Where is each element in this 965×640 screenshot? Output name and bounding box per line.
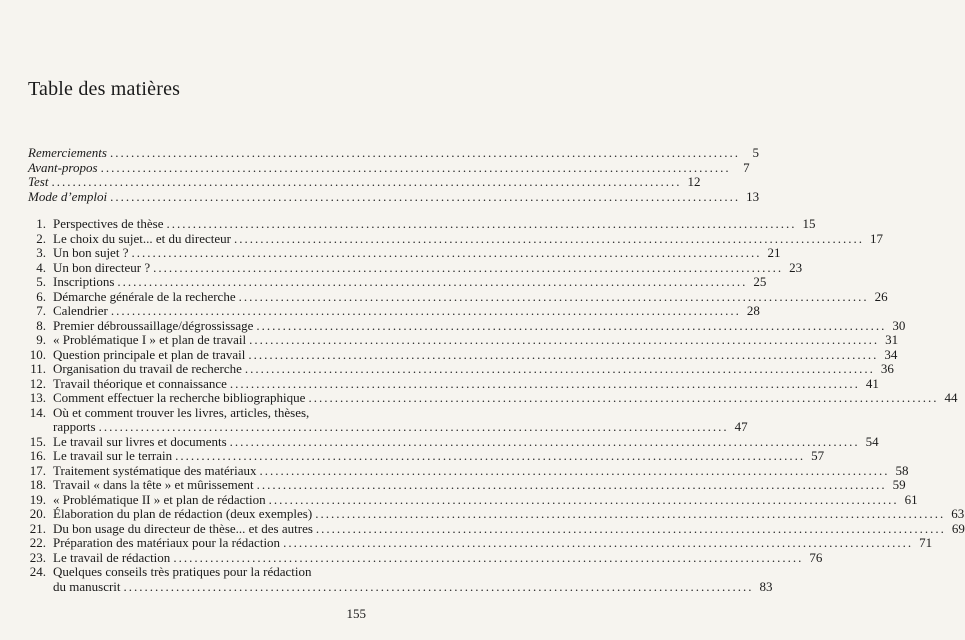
chapter-number: 16. xyxy=(29,448,46,463)
dot-leader xyxy=(315,507,945,522)
dot-leader xyxy=(153,261,783,276)
toc-entry xyxy=(28,491,918,508)
dot-leader xyxy=(110,146,740,161)
page-ref: 5 xyxy=(752,145,759,160)
entry-title: Remerciements xyxy=(28,145,107,160)
dot-leader xyxy=(234,232,864,247)
chapter-number: 15. xyxy=(29,433,46,449)
entry-title: Le travail sur livres et documents xyxy=(53,433,227,449)
page-ref: 26 xyxy=(874,288,888,304)
page-ref: 47 xyxy=(734,419,748,434)
dot-leader xyxy=(110,190,740,205)
chapter-number: 10. xyxy=(29,346,46,362)
entry-title: Question principale et plan de travail xyxy=(53,346,246,362)
entry-title: Premier débroussaillage/dégrossissage xyxy=(53,317,254,333)
chapter-number: 19. xyxy=(29,491,46,507)
front-matter-entry xyxy=(28,174,701,190)
chapter-number: 9. xyxy=(36,332,46,347)
chapter-number: 5. xyxy=(36,274,46,289)
toc-entry xyxy=(28,361,894,377)
page-ref: 25 xyxy=(753,274,767,289)
dot-leader xyxy=(308,391,938,406)
dot-leader xyxy=(99,420,729,435)
page-ref: 54 xyxy=(865,433,879,449)
dot-leader xyxy=(260,464,890,479)
chapter-number: 2. xyxy=(36,230,46,246)
dot-leader xyxy=(230,377,860,392)
toc-entry xyxy=(28,245,781,261)
chapter-number: 13. xyxy=(29,390,46,405)
entry-title: « Problématique I » et plan de travail xyxy=(53,332,247,347)
dot-leader xyxy=(316,522,946,537)
page-ref: 59 xyxy=(892,477,906,492)
toc-entry xyxy=(28,462,909,479)
page-ref: 83 xyxy=(759,578,773,594)
page-ref: 61 xyxy=(904,491,918,507)
entry-title-continuation: rapports xyxy=(53,419,96,434)
front-matter-entry xyxy=(28,188,760,205)
dot-leader xyxy=(111,304,741,319)
dot-leader xyxy=(249,333,879,348)
entry-title: Le choix du sujet... et du directeur xyxy=(53,230,231,246)
chapter-number: 11. xyxy=(30,361,46,376)
dot-leader xyxy=(230,435,860,450)
chapter-number: 21. xyxy=(29,520,46,536)
dot-leader xyxy=(175,449,805,464)
front-matter-list xyxy=(28,145,760,204)
toc-entry xyxy=(28,390,958,406)
entry-title: Organisation du travail de recherche xyxy=(53,361,242,376)
toc-entry xyxy=(28,317,906,334)
dot-leader xyxy=(173,551,803,566)
toc-entry xyxy=(28,565,366,580)
dot-leader xyxy=(283,536,913,551)
toc-entry xyxy=(28,375,879,392)
page-ref: 71 xyxy=(919,535,933,550)
entry-title-continuation: du manuscrit xyxy=(53,578,121,594)
page-ref: 21 xyxy=(767,245,781,260)
entry-title: Un bon sujet ? xyxy=(53,245,129,260)
dot-leader xyxy=(124,580,754,595)
dot-leader xyxy=(101,161,731,176)
toc-entry xyxy=(28,274,767,290)
chapter-number: 4. xyxy=(36,259,46,275)
page-ref: 13 xyxy=(746,188,760,204)
page-ref: 28 xyxy=(746,303,760,318)
entry-title: Un bon directeur ? xyxy=(53,259,151,275)
toc-entry-continuation xyxy=(28,578,773,595)
entry-title: Démarche générale de la recherche xyxy=(53,288,236,304)
entry-title: Inscriptions xyxy=(53,274,115,289)
dot-leader xyxy=(269,493,899,508)
chapter-number: 6. xyxy=(36,288,46,304)
dot-leader xyxy=(245,362,875,377)
entry-title: « Problématique II » et plan de rédaction xyxy=(53,491,266,507)
dot-leader xyxy=(257,478,887,493)
front-matter-entry xyxy=(28,145,759,161)
page-ref: 15 xyxy=(802,216,816,231)
page-ref: 7 xyxy=(743,159,750,175)
page-ref: 63 xyxy=(951,506,965,521)
toc-entry xyxy=(28,288,888,305)
chapter-number: 18. xyxy=(29,477,46,492)
page-ref: 23 xyxy=(789,259,803,275)
toc-entry xyxy=(28,259,803,276)
toc-entry xyxy=(28,549,823,566)
entry-title: Test xyxy=(28,174,49,190)
entry-title: Perspectives de thèse xyxy=(53,216,164,231)
toc-entry xyxy=(28,216,816,232)
page-ref: 76 xyxy=(809,549,823,565)
dot-leader xyxy=(166,217,796,232)
entry-title: Travail « dans la tête » et mûrissement xyxy=(53,477,254,492)
page-ref: 41 xyxy=(865,375,879,391)
chapter-number: 20. xyxy=(29,506,46,521)
page-ref: 34 xyxy=(884,346,898,362)
dot-leader xyxy=(256,319,886,334)
dot-leader xyxy=(131,246,761,261)
page-ref: 69 xyxy=(951,520,965,536)
chapter-number: 24. xyxy=(29,564,46,579)
dot-leader xyxy=(117,275,747,290)
entry-title: Du bon usage du directeur de thèse... et des autres xyxy=(53,520,313,536)
dot-leader xyxy=(51,175,681,190)
toc-entry xyxy=(28,332,899,348)
entry-title: Quelques conseils très pratiques pour la rédaction xyxy=(53,564,312,579)
entry-title: Le travail de rédaction xyxy=(53,549,171,565)
toc-entry xyxy=(28,346,898,363)
chapter-number: 3. xyxy=(36,245,46,260)
page-ref: 57 xyxy=(811,448,825,463)
page-ref: 17 xyxy=(869,230,883,246)
entry-title: Comment effectuer la recherche bibliographique xyxy=(53,390,306,405)
toc-entry xyxy=(28,230,883,247)
page-ref: 30 xyxy=(892,317,906,333)
chapter-number: 14. xyxy=(29,404,46,420)
page-title: Table des matières xyxy=(28,78,181,100)
entry-title: Élaboration du plan de rédaction (deux exemples) xyxy=(53,506,313,521)
chapter-number: 7. xyxy=(36,303,46,318)
chapter-list xyxy=(28,216,965,594)
toc-entry xyxy=(28,406,366,421)
entry-title: Où et comment trouver les livres, articles, thèses, xyxy=(53,404,310,420)
chapter-number: 12. xyxy=(29,375,46,391)
page-ref: 31 xyxy=(885,332,899,347)
chapter-number: 1. xyxy=(36,216,46,231)
toc-entry xyxy=(28,303,760,319)
toc-entry xyxy=(28,448,825,464)
chapter-number: 8. xyxy=(36,317,46,333)
entry-title: Le travail sur le terrain xyxy=(53,448,173,463)
entry-title: Préparation des matériaux pour la rédaction xyxy=(53,535,281,550)
toc-entry xyxy=(28,535,933,551)
chapter-number: 23. xyxy=(29,549,46,565)
entry-title: Traitement systématique des matériaux xyxy=(53,462,257,478)
dot-leader xyxy=(248,348,878,363)
toc-entry xyxy=(28,433,879,450)
page-ref: 36 xyxy=(880,361,894,376)
chapter-number: 22. xyxy=(29,535,46,550)
toc-entry xyxy=(28,477,906,493)
dot-leader xyxy=(239,290,869,305)
toc-entry-continuation xyxy=(28,419,748,435)
entry-title: Travail théorique et connaissance xyxy=(53,375,227,391)
page-ref: 44 xyxy=(944,390,958,405)
front-matter-entry xyxy=(28,159,750,176)
page-number: 155 xyxy=(346,606,366,621)
entry-title: Mode d’emploi xyxy=(28,188,108,204)
chapter-number: 17. xyxy=(29,462,46,478)
entry-title: Calendrier xyxy=(53,303,108,318)
toc-entry xyxy=(28,506,965,522)
entry-title: Avant-propos xyxy=(28,159,98,175)
page-ref: 58 xyxy=(895,462,909,478)
toc-entry xyxy=(28,520,965,537)
page-ref: 12 xyxy=(687,174,701,190)
